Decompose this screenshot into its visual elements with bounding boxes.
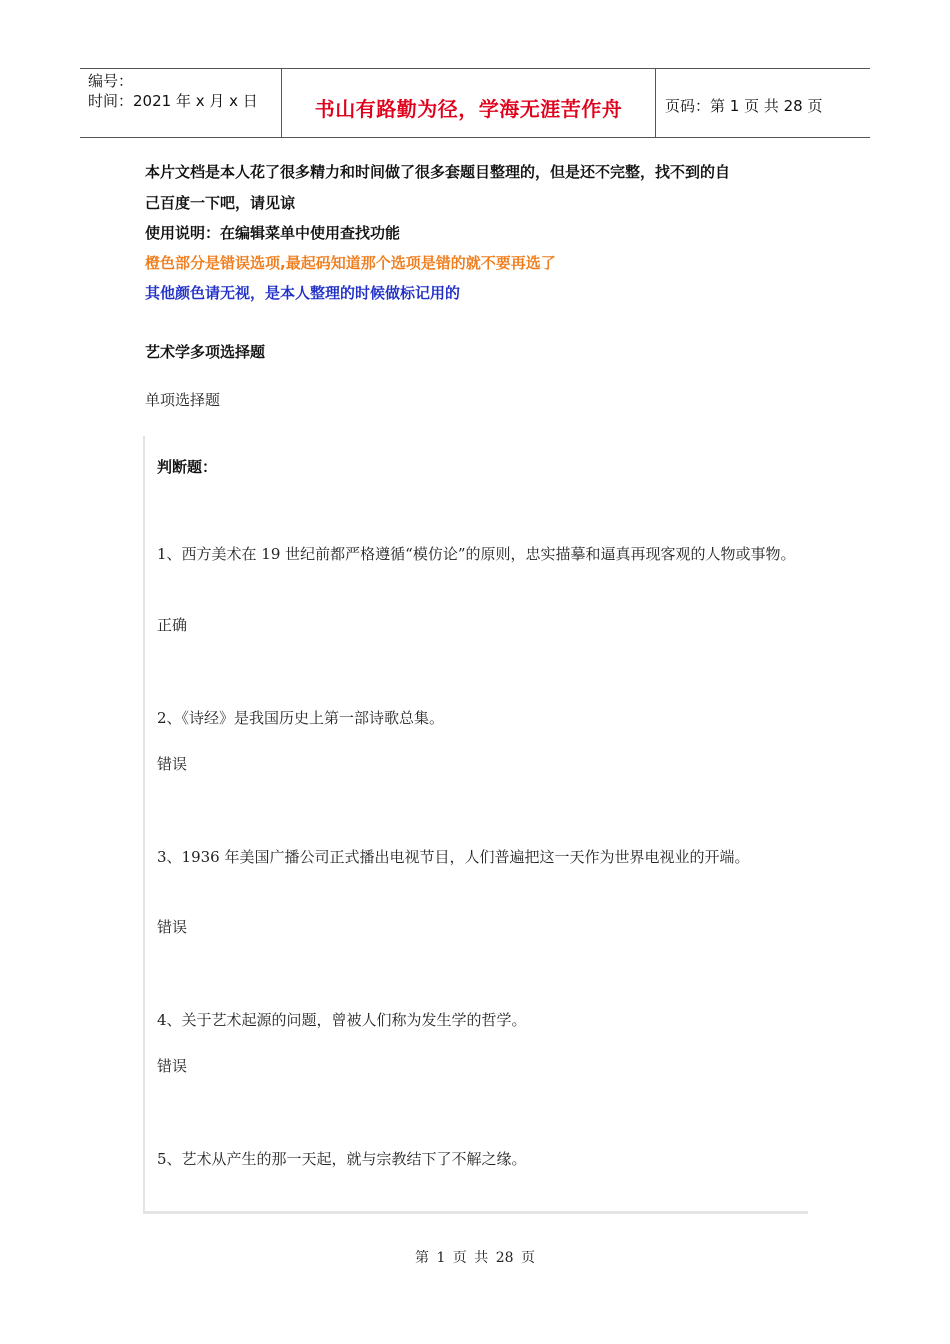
section-multi-title: 艺术学多项选择题 — [145, 343, 266, 361]
page-info: 页码：第 1 页 共 28 页 — [665, 97, 823, 115]
question-5: 5、艺术从产生的那一天起，就与宗教结下了不解之缘。 — [157, 1150, 527, 1168]
motto-text: 书山有路勤为径，学海无涯苦作舟 — [314, 97, 623, 121]
intro-line-1: 本片文档是本人花了很多精力和时间做了很多套题目整理的，但是还不完整，找不到的自 — [145, 163, 731, 181]
orange-note: 橙色部分是错误选项,最起码知道那个选项是错的就不要再选了 — [145, 254, 556, 272]
date-line: 时间：2021 年 x 月 x 日 — [88, 92, 258, 110]
header-motto-cell — [281, 69, 656, 137]
question-2: 2、《诗经》是我国历史上第一部诗歌总集。 — [157, 709, 445, 727]
answer-1: 正确 — [157, 616, 188, 634]
intro-line-2: 己百度一下吧，请见谅 — [145, 194, 296, 212]
header-page-cell — [655, 69, 870, 137]
page-footer: 第 1 页 共 28 页 — [415, 1250, 535, 1266]
question-4: 4、关于艺术起源的问题，曾被人们称为发生学的哲学。 — [157, 1011, 527, 1029]
usage-note: 使用说明：在编辑菜单中使用查找功能 — [145, 224, 401, 242]
section-single-title: 单项选择题 — [145, 391, 221, 409]
answer-4: 错误 — [157, 1057, 188, 1075]
section-judge-title: 判断题： — [157, 458, 218, 476]
number-label: 编号： — [88, 72, 134, 90]
header-meta-cell — [80, 69, 281, 137]
document-header — [80, 68, 870, 138]
question-1: 1、西方美术在 19 世纪前都严格遵循“模仿论”的原则，忠实描摹和逼真再现客观的人物或事物。 — [157, 545, 796, 563]
blue-note: 其他颜色请无视，是本人整理的时候做标记用的 — [145, 284, 461, 302]
answer-2: 错误 — [157, 755, 188, 773]
answer-3: 错误 — [157, 918, 188, 936]
question-3: 3、1936 年美国广播公司正式播出电视节目，人们普遍把这一天作为世界电视业的开端。 — [157, 848, 750, 866]
judgement-panel — [143, 436, 808, 1214]
